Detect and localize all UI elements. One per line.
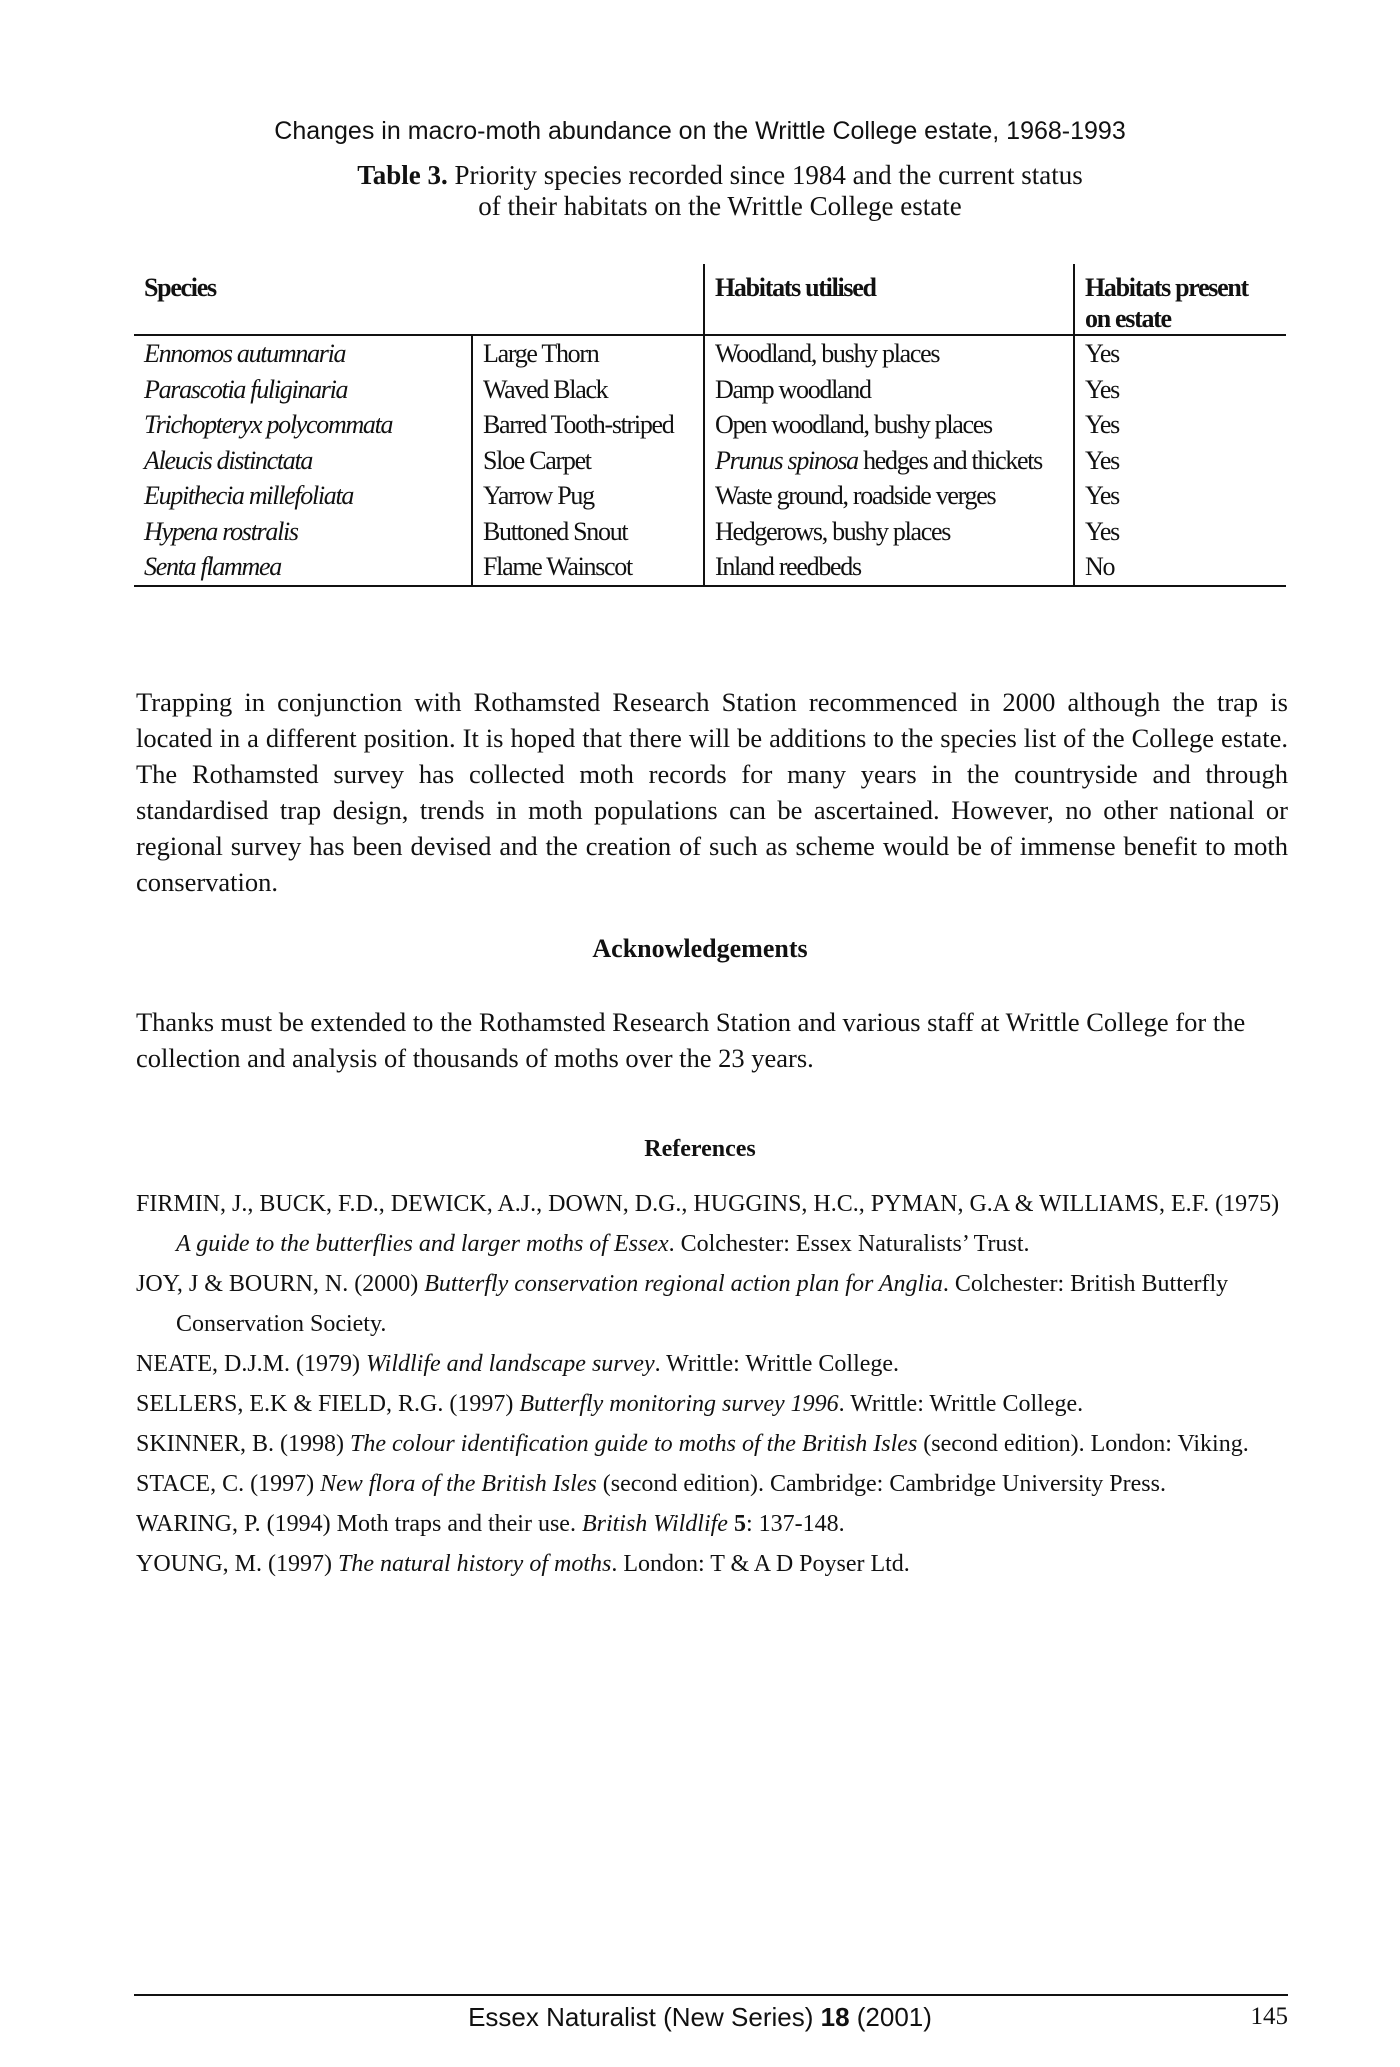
species-latin-name: Ennomos autumnaria [144,339,346,368]
reference-item [136,1544,1288,1584]
habitat-utilised: Inland reedbeds [704,549,1074,586]
reference-authors: STACE, C. (1997) [136,1471,321,1497]
species-latin-name: Hypena rostralis [144,516,298,546]
references-list [136,1184,1288,1584]
table-caption-text: Priority species recorded since 1984 and the current status [447,160,1083,190]
reference-authors: SELLERS, E.K & FIELD, R.G. (1997) [136,1391,520,1417]
reference-item [136,1384,1288,1424]
reference-item [136,1264,1288,1344]
header-species: Species [144,273,216,302]
reference-publisher: . Colchester: British Butterfly Conservation Society. [176,1271,1229,1337]
habitat-plant-name: Prunus spinosa [715,445,858,475]
habitat-description: hedges and thickets [857,445,1042,475]
table-row [134,478,1286,514]
habitat-utilised: Damp woodland [704,372,1074,408]
reference-publisher: . London: T & A D Poyser Ltd. [611,1551,910,1577]
table-caption-line-2: of their habitats on the Writtle College estate [478,191,962,221]
footer-journal-name: Essex Naturalist (New Series) [468,2002,821,2032]
reference-title: New flora of the British Isles [320,1471,597,1497]
table-row [134,335,1286,372]
table-row [134,372,1286,408]
reference-authors: SKINNER, B. (1998) [136,1431,350,1457]
habitat-present: Yes [1074,514,1286,550]
species-common-name: Waved Black [472,372,704,408]
reference-title: Wildlife and landscape survey [365,1351,655,1377]
running-head: Changes in macro-moth abundance on the Writtle College estate, 1968-1993 [274,117,1126,145]
reference-publisher: (second edition). London: Viking. [917,1431,1249,1457]
table-caption-line-1 [300,160,1140,191]
reference-authors: WARING, P. (1994) Moth traps and their use. [136,1511,582,1537]
reference-volume: 5 [727,1511,746,1537]
reference-item [136,1344,1288,1384]
reference-item [136,1504,1288,1544]
header-habitats-utilised: Habitats utilised [704,264,1074,335]
reference-publisher: : 137-148. [745,1511,845,1537]
footer-divider [134,1994,1288,1996]
header-habitats-present-line-1: Habitats present [1085,273,1248,302]
reference-publisher: . Writtle: Writtle College. [838,1391,1084,1417]
references-heading: References [644,1136,756,1162]
habitat-utilised: Hedgerows, bushy places [704,514,1074,550]
table-row [134,514,1286,550]
reference-publisher: (second edition). Cambridge: Cambridge University Press. [596,1471,1166,1497]
table-header-row [134,264,1286,335]
species-latin-name: Senta flammea [144,552,281,581]
page-number: 145 [1250,2003,1288,2030]
trapping-paragraph: Trapping in conjunction with Rothamsted Research Station recommenced in 2000 although the trap is located in a different position. It is hoped that there will be additions to the species list of the College estate. The Rothamsted survey has collected moth records for many years in the countryside and through standardised trap design, trends in moth populations can be ascertained. However, no other national or regional survey has been devised and the creation of such as scheme would be of immense benefit to moth conservation. [136,687,1288,897]
species-common-name: Flame Wainscot [472,549,704,586]
reference-authors: NEATE, D.J.M. (1979) [136,1351,366,1377]
reference-publisher: . Colchester: Essex Naturalists’ Trust. [668,1231,1030,1257]
habitat-present: Yes [1074,478,1286,514]
acknowledgements-paragraph: Thanks must be extended to the Rothamsted Research Station and various staff at Writtle College for the collection and analysis of thousands of moths over the 23 years. [136,1007,1246,1073]
habitat-utilised: Open woodland, bushy places [704,407,1074,443]
species-common-name: Barred Tooth-striped [472,407,704,443]
species-latin-name: Trichopteryx polycommata [144,410,393,439]
habitat-utilised: Waste ground, roadside verges [704,478,1074,514]
habitat-present: Yes [1074,443,1286,479]
reference-item [136,1424,1288,1464]
reference-title: British Wildlife [581,1511,728,1537]
reference-authors: FIRMIN, J., BUCK, F.D., DEWICK, A.J., DOWN, D.G., HUGGINS, H.C., PYMAN, G.A & WILLIAMS, E.F. (1975) [136,1191,1280,1217]
footer-journal-citation [0,2002,1400,2033]
species-latin-name: Aleucis distinctata [144,445,313,475]
priority-species-table [134,264,1286,587]
reference-title: Butterfly monitoring survey 1996 [519,1391,839,1417]
species-latin-name: Parascotia fuliginaria [144,374,348,404]
habitat-utilised: Woodland, bushy places [704,335,1074,372]
habitat-present: Yes [1074,372,1286,408]
reference-authors: YOUNG, M. (1997) [136,1551,338,1577]
reference-item [136,1464,1288,1504]
habitat-utilised [704,443,1074,479]
table-label: Table 3. [357,160,448,190]
table-row [134,407,1286,443]
habitat-present: Yes [1074,335,1286,372]
table-row [134,549,1286,586]
reference-title: The natural history of moths [337,1551,612,1577]
reference-item [136,1184,1288,1264]
footer-year: (2001) [849,2002,932,2032]
species-common-name: Sloe Carpet [472,443,704,479]
species-latin-name: Eupithecia millefoliata [144,481,354,510]
footer-volume: 18 [820,2002,850,2032]
habitat-present: No [1074,549,1286,586]
species-common-name: Yarrow Pug [472,478,704,514]
habitat-present: Yes [1074,407,1286,443]
species-common-name: Buttoned Snout [472,514,704,550]
header-habitats-present-line-2: on estate [1085,304,1171,333]
reference-title: A guide to the butterflies and larger moths of Essex [176,1231,669,1257]
table-caption [300,160,1140,222]
reference-publisher: . Writtle: Writtle College. [654,1351,900,1377]
table-row [134,443,1286,479]
species-common-name: Large Thorn [472,335,704,372]
reference-title: Butterfly conservation regional action plan for Anglia [424,1271,943,1297]
reference-authors: JOY, J & BOURN, N. (2000) [136,1271,425,1297]
header-common-name [472,264,704,335]
reference-title: The colour identification guide to moths of the British Isles [350,1431,918,1457]
acknowledgements-heading: Acknowledgements [592,934,808,963]
header-habitats-present [1074,264,1286,335]
